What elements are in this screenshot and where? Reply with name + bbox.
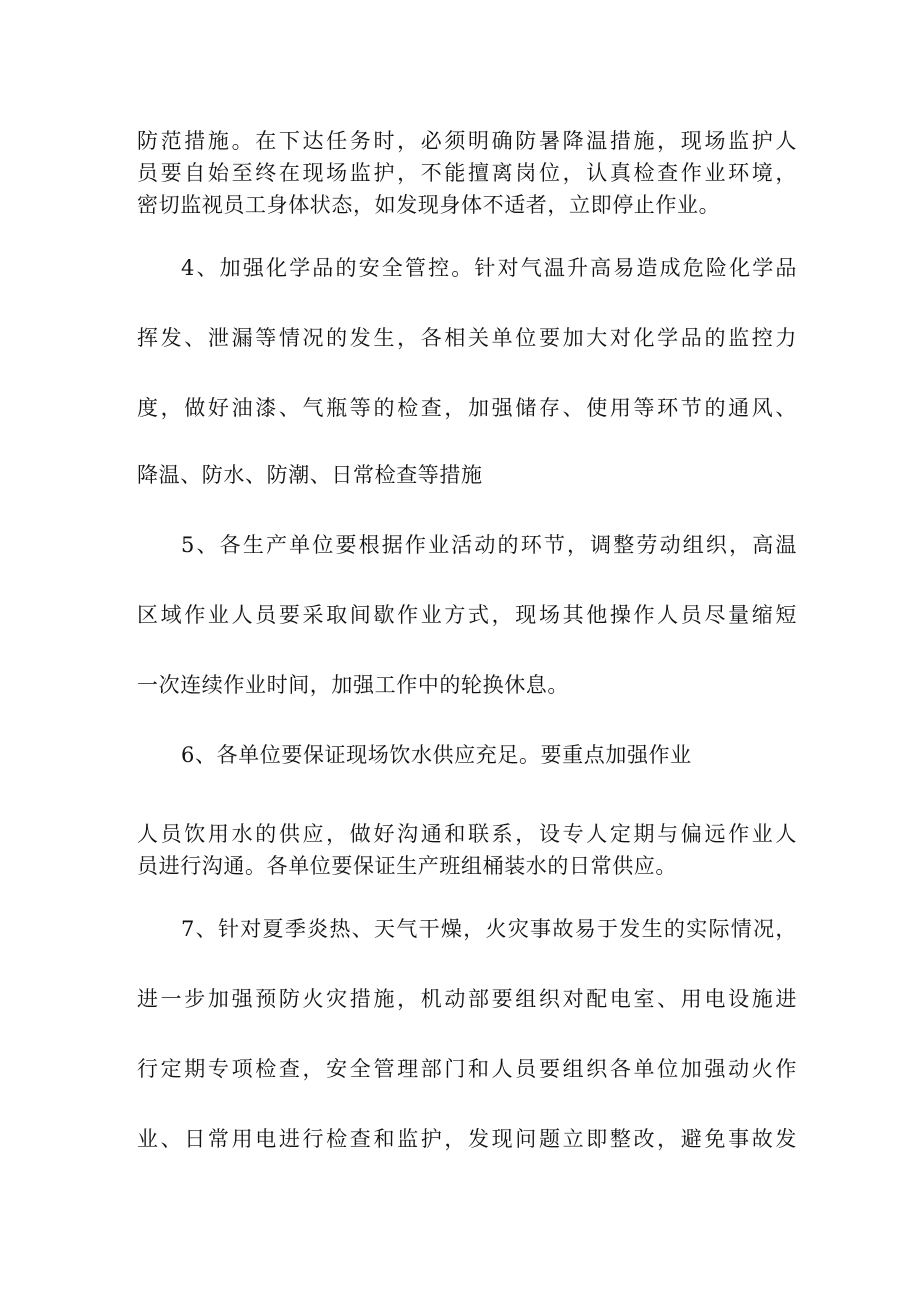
text-line: 防范措施。在下达任务时，必须明确防暑降温措施，现场监护人 xyxy=(137,129,797,153)
text-line: 7、针对夏季炎热、天气干燥，火灾事故易于发生的实际情况， xyxy=(181,917,797,941)
text-line: 区域作业人员要采取间歇作业方式，现场其他操作人员尽量缩短 xyxy=(137,603,797,627)
text-line: 员要自始至终在现场监护，不能擅离岗位，认真检查作业环境， xyxy=(137,161,797,185)
text-line: 进一步加强预防火灾措施，机动部要组织对配电室、用电设施进 xyxy=(137,987,797,1011)
text-line: 挥发、泄漏等情况的发生，各相关单位要加大对化学品的监控力 xyxy=(137,326,797,350)
text-line: 6、各单位要保证现场饮水供应充足。要重点加强作业 xyxy=(181,743,692,767)
text-line: 5、各生产单位要根据作业活动的环节，调整劳动组织，高温 xyxy=(181,533,797,557)
text-line: 人员饮用水的供应，做好沟通和联系，设专人定期与偏远作业人 xyxy=(137,822,797,846)
text-line: 度，做好油漆、气瓶等的检查，加强储存、使用等环节的通风、 xyxy=(137,396,797,420)
text-line: 员进行沟通。各单位要保证生产班组桶装水的日常供应。 xyxy=(137,854,677,878)
text-line: 一次连续作业时间，加强工作中的轮换休息。 xyxy=(137,673,569,697)
text-line: 密切监视员工身体状态，如发现身体不适者，立即停止作业。 xyxy=(137,193,721,217)
text-line: 降温、防水、防潮、日常检查等措施 xyxy=(137,463,483,487)
text-line: 业、日常用电进行检查和监护，发现问题立即整改，避免事故发 xyxy=(137,1127,797,1151)
text-line: 行定期专项检查，安全管理部门和人员要组织各单位加强动火作 xyxy=(137,1057,797,1081)
text-line: 4、加强化学品的安全管控。针对气温升高易造成危险化学品 xyxy=(181,256,797,280)
